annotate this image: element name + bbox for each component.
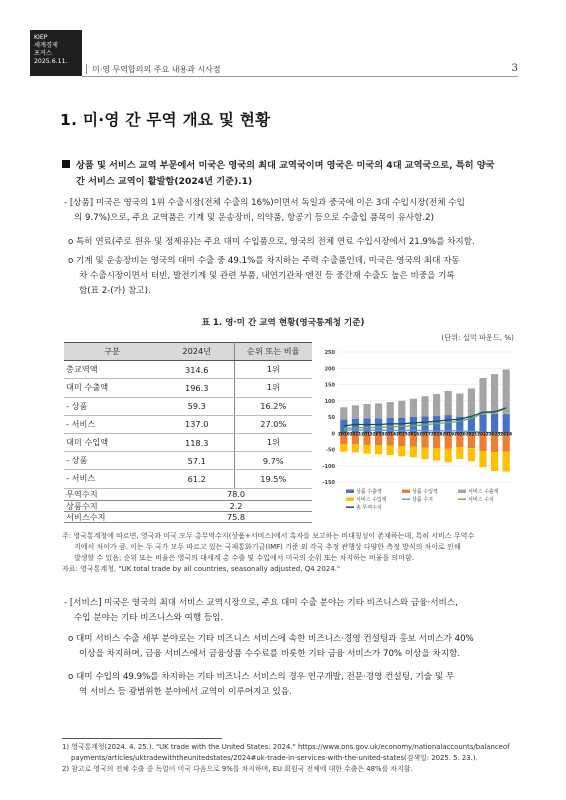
table-cell: - 서비스 (64, 470, 160, 488)
table-cell: 16.2% (234, 397, 312, 415)
table-cell: 196.3 (160, 379, 234, 397)
bar (375, 403, 382, 418)
circle-item-fuel: o 특히 연료(주로 원유 및 정제유)는 주요 대미 수입품으로, 영국의 전체 연료 수입시장에서 21.9%를 차지함. (68, 237, 475, 247)
table-cell: 상품수지 (64, 500, 160, 511)
table-unit: (단위: 십억 파운드, %) (441, 333, 514, 342)
bar (445, 449, 452, 462)
table-cell: 59.3 (160, 397, 234, 415)
table-row (64, 489, 312, 500)
legend-swatch (402, 490, 410, 494)
table-row (64, 415, 312, 433)
x-tick-label: 2019 (442, 431, 455, 437)
x-tick-label: 2013 (372, 431, 385, 437)
bar (410, 399, 417, 417)
table-cell: 1위 (234, 433, 312, 451)
bar (398, 446, 405, 456)
square-bullet-icon (62, 160, 70, 168)
x-tick-label: 2012 (361, 431, 373, 437)
bar (479, 451, 486, 467)
x-tick-label: 2020 (453, 431, 466, 437)
y-tick-label: 100 (324, 398, 335, 405)
note-line: 주: 영국통계청에 따르면, 영국과 미국 모두 총무역수지(상품+서비스)에서 흑자를 보고하는 비대칭성이 존재하는데, 특히 서비스 무역수 (62, 532, 475, 540)
badge-line: 세계경제 (34, 42, 58, 49)
circle-line: 차 수출시장이면서 터빈, 발전기계 및 관련 부품, 내연기관차 엔진 등 중간재 수출도 높은 비중을 기록 (79, 271, 455, 281)
table-cell: 1위 (234, 379, 312, 397)
bar (433, 448, 440, 460)
table-cell: - 서비스 (64, 415, 160, 433)
bar (375, 445, 382, 454)
bar (340, 444, 347, 452)
y-tick-label: 0 (331, 431, 335, 438)
table-row (64, 433, 312, 451)
bullet-line: 상품 및 서비스 교역 부문에서 미국은 영국의 최대 교역국이며 영국은 미국의 4대 교역국으로, 특히 양국 (76, 160, 495, 171)
table-header-cell: 순위 또는 비율 (234, 343, 312, 361)
bar (456, 394, 463, 417)
badge-line: 포커스 (34, 50, 52, 57)
x-tick-label: 2014 (384, 431, 397, 437)
bar (468, 388, 475, 416)
circle-line: o 대미 서비스 수출 세부 분야로는 기타 비즈니스 서비스에 속한 비즈니스·경영 컨설팅과 홍보 서비스가 40% (68, 634, 474, 644)
footnote-1 (62, 742, 542, 763)
note-source: 자료: 영국통계청, "UK total trade by all countries, seasonally adjusted, Q4 2024." (62, 565, 341, 573)
bar (479, 378, 486, 414)
bullet-line: 간 서비스 교역이 활발함(2024년 기준).1) (76, 176, 253, 187)
legend-label: 서비스 수지 (468, 497, 494, 503)
circle-line: o 대미 수입의 49.9%를 차지하는 기타 비즈니스 서비스의 경우 연구개발, 전문·경영 컨설팅, 기술 및 무 (68, 672, 455, 682)
y-tick-label: 200 (324, 366, 335, 373)
table-cell: 19.5% (234, 470, 312, 488)
trade-balance-chart (316, 346, 516, 526)
table-cell: 137.0 (160, 415, 234, 433)
footnote-2: 2) 참고로 영국의 전체 수출 중 독일이 미국 다음으로 9%를 차지하며, EU 회원국 전체에 대한 수출은 48%를 차지함. (62, 765, 413, 773)
y-tick-label: 50 (328, 415, 335, 421)
footnote-line: payments/articles/uktradewiththeunitedstates/2024#uk-trade-in-services-with-the-united-states(검색일: 2025. 5. 23.). (71, 753, 478, 762)
bar (491, 452, 498, 471)
dash-line: 수입 분야는 기타 비즈니스와 여행 등임. (74, 613, 224, 623)
note-line: 발생할 수 있음; 순위 또는 비율은 영국의 대세계 총 수출 및 수입에서 미국의 순위 또는 차지하는 비율을 의미함. (74, 554, 414, 562)
footnote-line: 1) 영국통계청(2024. 4. 25.). "UK trade with the United States: 2024." https://www.ons.gov.uk/economy/nationalaccounts/balanceof (62, 743, 510, 751)
page-number: 3 (511, 63, 518, 74)
footnote-rule (62, 738, 222, 739)
y-tick-label: -150 (322, 480, 335, 486)
table-cell: 78.0 (160, 489, 312, 500)
table-cell: 대미 수출액 (64, 379, 160, 397)
bar (352, 405, 359, 419)
legend-swatch (346, 498, 354, 502)
x-tick-label: 2023 (488, 431, 501, 437)
bar (445, 391, 452, 415)
bar (433, 394, 440, 416)
header-rule (82, 76, 518, 77)
section-title: 1. 미·영 간 무역 개요 및 현황 (60, 111, 271, 129)
circle-line: 역 서비스 등 광범위한 분야에서 교역이 이루어지고 있음. (79, 687, 292, 697)
table-cell: 61.2 (160, 470, 234, 488)
bar (363, 404, 370, 418)
circle-line: o 기계 및 운송장비는 영국의 대미 수출 중 49.1%를 차지하는 주력 수출품인데, 미국은 영국의 최대 자동 (68, 256, 460, 266)
table-cell: 총교역액 (64, 361, 160, 379)
bar (398, 401, 405, 418)
legend-label: 서비스 수입액 (356, 497, 387, 503)
bar (491, 374, 498, 414)
table-notes (62, 531, 532, 575)
running-title: 미·영 무역합의의 주요 내용과 시사점 (92, 65, 221, 74)
header-separator (86, 64, 87, 74)
bar (387, 446, 394, 455)
bar (503, 452, 510, 472)
table-title: 표 1. 영·미 간 교역 현황(영국통계청 기준) (201, 318, 365, 328)
table-row (64, 361, 312, 379)
table-header-cell: 2024년 (160, 343, 234, 361)
trade-table (64, 342, 312, 489)
table-cell: 27.0% (234, 415, 312, 433)
x-tick-label: 2021 (465, 431, 478, 437)
circle-item-service-imports (68, 670, 542, 700)
x-tick-label: 2024 (500, 431, 513, 437)
table-cell: 서비스수지 (64, 512, 160, 523)
y-tick-label: -50 (325, 447, 335, 454)
table-cell: 대미 수입액 (64, 433, 160, 451)
badge-line: KIEP (34, 34, 48, 41)
x-tick-label: 2022 (477, 431, 489, 437)
x-tick-label: 2016 (407, 431, 420, 437)
table-row (64, 470, 312, 488)
y-tick-label: 150 (324, 382, 335, 389)
y-tick-label: 250 (324, 350, 335, 356)
circle-line: 이상을 차지하며, 금융 서비스에서 금융상품 수수료를 비롯한 기타 금융 서비스가 70% 이상을 차지함. (79, 649, 461, 659)
bar (456, 447, 463, 459)
circle-line: 함(표 2-(가) 참고). (79, 286, 151, 296)
dash-item-services (64, 596, 542, 626)
table-cell: - 상품 (64, 397, 160, 415)
table-cell: 118.3 (160, 433, 234, 451)
table-row (64, 397, 312, 415)
bar (421, 448, 428, 460)
table-cell: 2.2 (160, 500, 312, 511)
circle-item-service-exports (68, 632, 542, 662)
bar (468, 448, 475, 461)
table-cell: 314.6 (160, 361, 234, 379)
table-header-row (64, 343, 312, 361)
table-cell: 57.1 (160, 452, 234, 470)
table-cell: 9.7% (234, 452, 312, 470)
y-tick-label: -100 (322, 463, 335, 470)
badge-line: 2025.6.11. (34, 58, 68, 65)
circle-item-machinery (68, 254, 542, 299)
legend-swatch (346, 490, 354, 494)
legend-label: 상품 수지 (412, 497, 433, 503)
table-cell: - 상품 (64, 452, 160, 470)
dash-line: 의 9.7%)으로, 주요 교역품은 기계 및 운송장비, 의약품, 항공기 등으로 수출입 품목이 유사함.2) (74, 213, 434, 223)
table-row (64, 500, 312, 511)
dash-line: - [서비스] 미국은 영국의 최대 서비스 교역시장으로, 주요 대미 수출 분야는 기타 비즈니스와 금융·서비스, (64, 598, 458, 608)
table-row (64, 512, 312, 523)
bar (503, 370, 510, 415)
x-tick-label: 2015 (395, 431, 408, 437)
table-cell: 75.8 (160, 512, 312, 523)
table-cell: 무역수지 (64, 489, 160, 500)
dash-item-goods (64, 196, 542, 226)
x-tick-label: 2017 (419, 431, 431, 437)
x-tick-label: 2010 (337, 431, 350, 437)
table-row (64, 379, 312, 397)
bar (387, 402, 394, 418)
legend-label: 서비스 수출액 (468, 489, 499, 495)
legend-label: 상품 수입액 (412, 489, 438, 495)
legend-label: 상품 수출액 (356, 489, 382, 495)
bullet-main-1 (62, 158, 542, 190)
x-tick-label: 2011 (349, 431, 362, 437)
bar (421, 396, 428, 416)
table-row (64, 452, 312, 470)
table-header-cell: 구분 (64, 343, 160, 361)
bar (363, 445, 370, 454)
legend-label: 총 무역수지 (356, 505, 382, 511)
publication-badge (30, 30, 82, 76)
bar (352, 444, 359, 452)
balance-table (64, 489, 312, 523)
x-tick-label: 2018 (430, 431, 443, 437)
legend-swatch (458, 490, 466, 494)
bar (340, 407, 347, 419)
table-cell: 1위 (234, 361, 312, 379)
bar (410, 447, 417, 458)
note-line: 지에서 차이가 큼. 이는 두 국가 모두 따르고 있는 국제통화기금(IMF) 기준 외 각국 추정 관행상 다양한 측정 방식의 차이로 인해 (74, 543, 461, 551)
dash-line: - [상품] 미국은 영국의 1위 수출시장(전체 수출의 16%)이면서 독일과 중국에 이은 3대 수입시장(전체 수입 (64, 198, 465, 208)
